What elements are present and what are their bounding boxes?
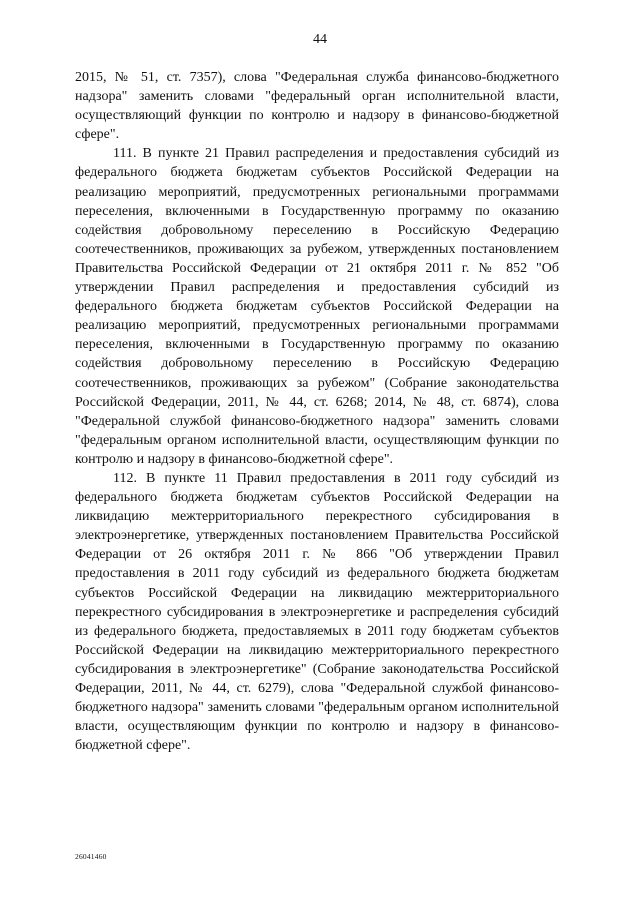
paragraph-continuation: 2015, № 51, ст. 7357), слова "Федеральная служба финансово-бюджетного надзора" заменить словами "федеральный орган исполнительной власти, осуществляющий функции по контролю и надзору в финансово-бюджетной сфере".	[75, 70, 559, 143]
page-number: 44	[313, 32, 327, 47]
paragraph-item-112: 112. В пункте 11 Правил предоставления в 2011 году субсидий из федерального бюджета бюджетам субъектов Российской Федерации на ликвидацию межтерриториального перекрестного субсидирования в электроэнергетике, утвержденных постановлением Правительства Российской Федерации от 26 октября 2011 г. № 866 "Об утверждении Правил предоставления в 2011 году субсидий из федерального бюджета бюджетам субъектов Российской Федерации на ликвидацию межтерриториального перекрестного субсидирования в электроэнергетике и распределения субсидий из федерального бюджета, предоставляемых в 2011 году бюджетам субъектов Российской Федерации на ликвидацию межтерриториального перекрестного субсидирования в электроэнергетике" (Собрание законодательства Российской Федерации, 2011, № 44, ст. 6279), слова "Федеральной службой финансово-бюджетного надзора" заменить словами "федеральным органом исполнительной власти, осуществляющим функции по контролю и надзору в финансово-бюджетной сфере".	[75, 470, 559, 754]
paragraph-item-111: 111. В пункте 21 Правил распределения и предоставления субсидий из федерального бюджета бюджетам субъектов Российской Федерации на реализацию мероприятий, предусмотренных региональными программами переселения, включенными в Государственную программу по оказанию содействия добровольному переселению в Российскую Федерацию соотечественников, проживающих за рубежом, утвержденных постановлением Правительства Российской Федерации от 21 октября 2011 г. № 852 "Об утверждении Правил распределения и предоставления субсидий из федерального бюджета бюджетам субъектов Российской Федерации на реализацию мероприятий, предусмотренных региональными программами переселения, включенными в Государственную программу по оказанию содействия добровольному переселению в Российскую Федерацию соотечественников, проживающих за рубежом" (Собрание законодательства Российской Федерации, 2011, № 44, ст. 6268; 2014, № 48, ст. 6874), слова "Федеральной службой финансово-бюджетного надзора" заменить словами "федеральным органом исполнительной власти, осуществляющим функции по контролю и надзору в финансово-бюджетной сфере".	[75, 146, 559, 467]
document-body	[75, 68, 559, 755]
document-code: 26041460	[75, 852, 107, 861]
